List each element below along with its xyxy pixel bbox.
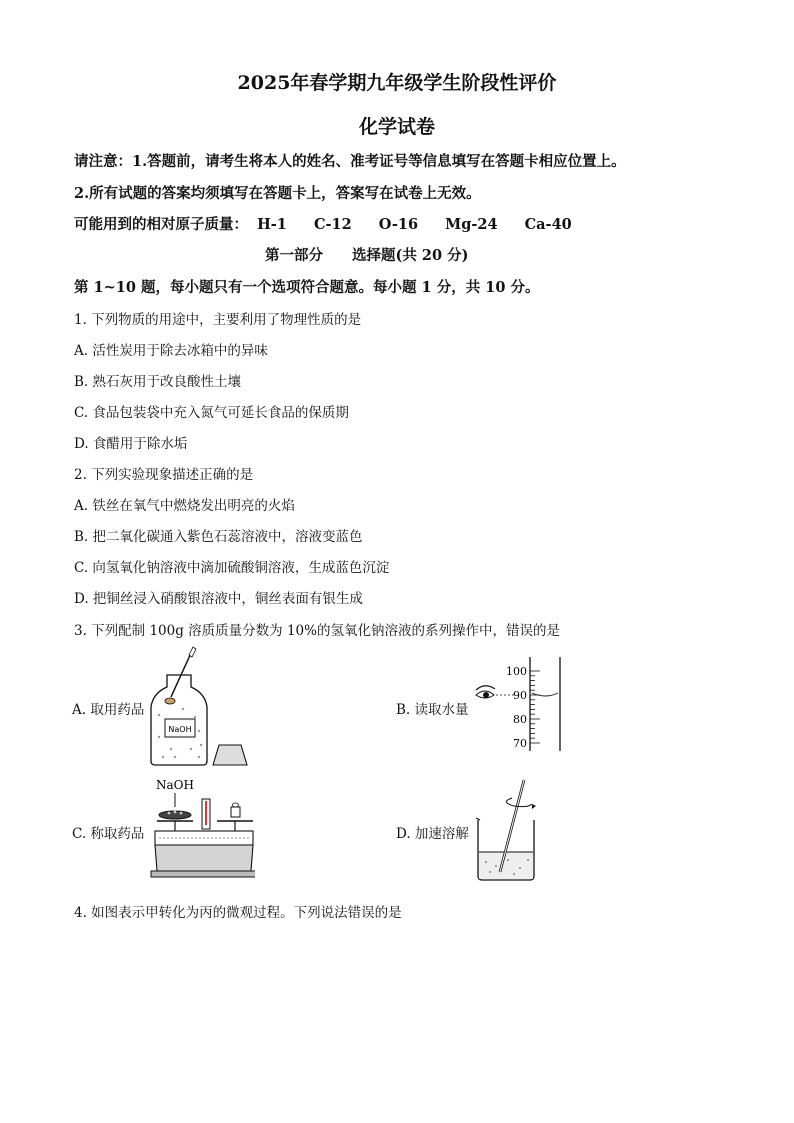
mass-o: O-16: [378, 216, 419, 233]
page-title: 2025年春学期九年级学生阶段性评价: [237, 72, 557, 94]
cylinder-tick-90: 90: [513, 689, 527, 702]
notice-line-1: 请注意：1.答题前，请考生将本人的姓名、准考证号等信息填写在答题卡相应位置上。: [74, 153, 626, 170]
question-2-option-b: B. 把二氧化碳通入紫色石蕊溶液中，溶液变蓝色: [74, 529, 363, 545]
question-1-option-b: B. 熟石灰用于改良酸性土壤: [74, 374, 242, 390]
bottle-label: NaOH: [168, 725, 192, 734]
graduated-cylinder-figure: [470, 655, 570, 755]
reagent-bottle-figure: [145, 645, 255, 767]
question-2-option-d: D. 把铜丝浸入硝酸银溶液中，铜丝表面有银生成: [74, 591, 363, 607]
cylinder-tick-70: 70: [513, 737, 527, 750]
beaker-stirring-figure: [470, 772, 550, 884]
mass-ca: Ca-40: [524, 216, 572, 233]
cylinder-tick-80: 80: [513, 713, 527, 726]
page-subtitle: 化学试卷: [358, 116, 435, 138]
notice-line-2: 2.所有试题的答案均须填写在答题卡上，答案写在试卷上无效。: [74, 185, 481, 202]
question-4-stem: 4. 如图表示甲转化为丙的微观过程。下列说法错误的是: [74, 905, 402, 921]
cylinder-tick-100: 100: [506, 665, 527, 678]
figure-d-label: D. 加速溶解: [396, 826, 469, 842]
balance-figure: [145, 775, 255, 885]
part1-instruction: 第 1~10 题，每小题只有一个选项符合题意。每小题 1 分，共 10 分。: [74, 279, 540, 296]
figure-c-label: C. 称取药品: [72, 826, 145, 842]
figure-a-label: A. 取用药品: [72, 702, 145, 718]
atomic-masses: [74, 213, 594, 234]
question-2-option-c: C. 向氢氧化钠溶液中滴加硫酸铜溶液，生成蓝色沉淀: [74, 560, 390, 576]
balance-label: NaOH: [156, 778, 194, 792]
mass-c: C-12: [313, 216, 352, 233]
question-2-option-a: A. 铁丝在氧气中燃烧发出明亮的火焰: [74, 498, 295, 514]
question-1-option-c: C. 食品包装袋中充入氮气可延长食品的保质期: [74, 405, 349, 421]
question-1-option-d: D. 食醋用于除水垢: [74, 436, 188, 452]
part1-heading: 第一部分 选择题(共 20 分): [265, 247, 469, 264]
question-1-option-a: A. 活性炭用于除去冰箱中的异味: [74, 343, 268, 359]
atomic-masses-label: 可能用到的相对原子质量：: [74, 216, 248, 233]
question-2-stem: 2. 下列实验现象描述正确的是: [74, 467, 254, 483]
figure-b-label: B. 读取水量: [396, 702, 469, 718]
question-3-stem: 3. 下列配制 100g 溶质质量分数为 10%的氢氧化钠溶液的系列操作中，错误的是: [74, 623, 560, 639]
question-1-stem: 1. 下列物质的用途中，主要利用了物理性质的是: [74, 312, 362, 328]
mass-h: H-1: [257, 216, 287, 233]
mass-mg: Mg-24: [445, 216, 498, 233]
